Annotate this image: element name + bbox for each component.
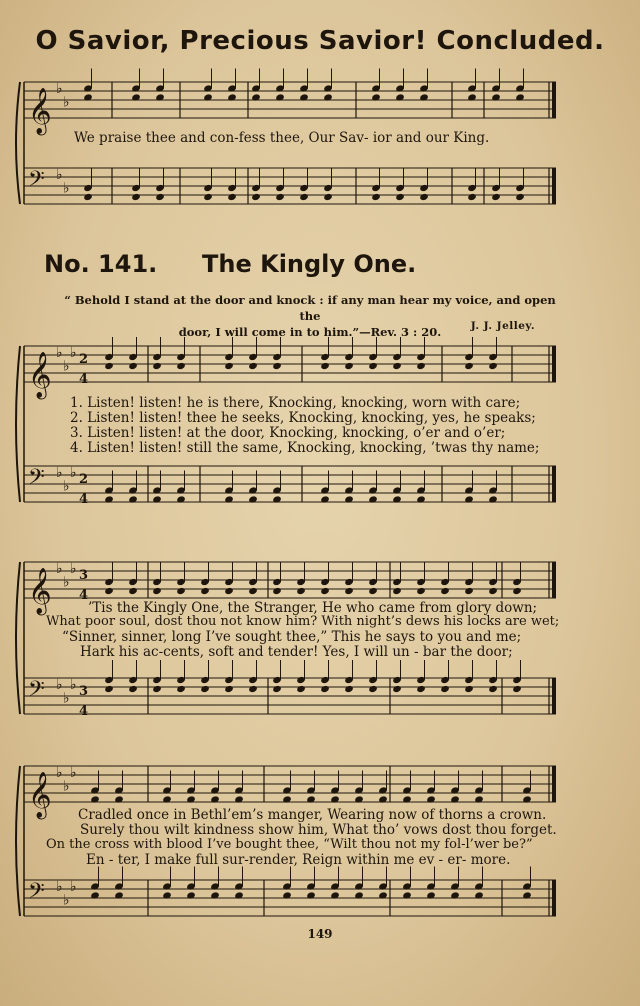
system-continued-bass-note [275, 193, 285, 201]
system-2-time-sig: 3 [79, 684, 89, 699]
system-3-end-barline [552, 880, 556, 916]
system-continued-bass-note [419, 193, 429, 201]
system-3-key-sig: ♭ [63, 892, 70, 909]
system-2-treble-note [488, 587, 498, 595]
system-2-treble-note [368, 587, 378, 595]
system-2-key-sig: ♭ [56, 676, 63, 693]
system-2-bass-note [128, 685, 138, 693]
system-continued-bass-note [251, 193, 261, 201]
system-1-key-sig: ♭ [70, 344, 77, 361]
system-1-key-sig: ♭ [56, 464, 63, 481]
system-continued-bass-note [227, 193, 237, 201]
system-continued-bass-note [371, 193, 381, 201]
system-continued-bass-note [395, 193, 405, 201]
system-2-bass-note [368, 685, 378, 693]
system-2-treble-note [104, 587, 114, 595]
system-2-treble-note [512, 587, 522, 595]
system-2-bass-note [392, 685, 402, 693]
system-1-time-sig: 4 [79, 372, 89, 387]
system-2-bass-note [344, 685, 354, 693]
system-3-key-sig: ♭ [56, 764, 63, 781]
system-2-bass-note [200, 685, 210, 693]
verse-3-line-3: On the cross with blood I’ve bought thee, “Wilt thou not my fol-l’wer be?” [46, 837, 533, 852]
system-2-brace [16, 562, 20, 714]
system-3-brace [16, 766, 20, 916]
system-1-treble-note [272, 362, 282, 370]
system-2-bass-note [488, 685, 498, 693]
system-1-treble-note [368, 362, 378, 370]
system-1-time-sig: 2 [79, 352, 89, 367]
system-2-key-sig: ♭ [63, 574, 70, 591]
system-continued-end-barline [552, 168, 556, 204]
system-continued-treble-clef: 𝄞 [28, 88, 52, 134]
system-1-brace [16, 346, 20, 502]
system-2-treble-clef: 𝄞 [28, 568, 52, 614]
hymn-number: No. 141. [44, 250, 158, 278]
system-2-bass-note [176, 685, 186, 693]
system-1-treble-note [464, 362, 474, 370]
system-1-time-sig: 4 [79, 492, 89, 507]
system-1-end-barline [552, 466, 556, 502]
system-2-bass-note [272, 685, 282, 693]
system-2-treble-note [152, 587, 162, 595]
system-2-bass-note [104, 685, 114, 693]
system-2-bass-note [152, 685, 162, 693]
system-2-bass-clef: 𝄢 [28, 677, 45, 707]
system-1-bass-clef: 𝄢 [28, 465, 45, 495]
system-continued-key-sig: ♭ [63, 180, 70, 197]
system-2-end-barline [552, 678, 556, 714]
system-1-treble-note [176, 362, 186, 370]
system-1-end-barline [552, 346, 556, 382]
system-1-key-sig: ♭ [56, 344, 63, 361]
system-3-key-sig: ♭ [70, 764, 77, 781]
system-continued-key-sig: ♭ [56, 80, 63, 97]
system-3-key-sig: ♭ [70, 878, 77, 895]
verse-2-line-2: What poor soul, dost thou not know him? With night’s dews his locks are wet; [46, 614, 560, 629]
system-2-treble-note [200, 587, 210, 595]
system-2-time-sig: 3 [79, 568, 89, 583]
system-continued-bass-note [323, 193, 333, 201]
system-3-end-barline [552, 766, 556, 802]
page-number: 149 [307, 927, 333, 941]
continued-lyric-line: We praise thee and con-fess thee, Our Sav- ior and our King. [74, 130, 490, 146]
system-2-bass-note [416, 685, 426, 693]
system-2-treble-note [464, 587, 474, 595]
system-1-key-sig: ♭ [63, 358, 70, 375]
verse-2-line-1: 2. Listen! listen! thee he seeks, Knocking, knocking, yes, he speaks; [70, 410, 536, 426]
system-2-bass-note [224, 685, 234, 693]
system-1-treble-note [488, 362, 498, 370]
system-1-treble-note [392, 362, 402, 370]
system-2-treble-note [248, 587, 258, 595]
system-2-treble-note [224, 587, 234, 595]
system-2-treble-note [344, 587, 354, 595]
system-1-treble-note [104, 362, 114, 370]
system-2-bass-note [464, 685, 474, 693]
system-continued-bass-note [155, 193, 165, 201]
verse-3-line-1: 3. Listen! listen! at the door, Knocking, knocking, o’er and o’er; [70, 425, 506, 441]
continued-hymn-title: O Savior, Precious Savior! Concluded. [35, 26, 605, 56]
system-1-key-sig: ♭ [70, 464, 77, 481]
system-2-bass-note [512, 685, 522, 693]
system-continued-end-barline [552, 82, 556, 118]
verse-1-line-1: 1. Listen! listen! he is there, Knocking, knocking, worn with care; [70, 395, 521, 411]
system-continued-brace [16, 82, 20, 204]
verse-1-line-2: ’Tis the Kingly One, the Stranger, He who came from glory down; [88, 600, 538, 616]
system-2-key-sig: ♭ [70, 676, 77, 693]
system-continued-bass-clef: 𝄢 [28, 167, 45, 197]
system-2-treble-note [320, 587, 330, 595]
system-continued-bass-note [131, 193, 141, 201]
system-3-treble-clef: 𝄞 [28, 772, 52, 818]
system-1-treble-note [128, 362, 138, 370]
scripture-line-1: “ Behold I stand at the door and knock : if any man hear my voice, and open the [64, 293, 556, 323]
system-2-bass-note [320, 685, 330, 693]
system-2-time-sig: 4 [79, 704, 89, 719]
scripture-line-2: door, I will come in to him.”—Rev. 3 : 20. [178, 325, 442, 339]
system-3-key-sig: ♭ [63, 778, 70, 795]
system-2-treble-note [128, 587, 138, 595]
system-2-key-sig: ♭ [63, 690, 70, 707]
system-continued-bass-note [491, 193, 501, 201]
verse-3-line-2: “Sinner, sinner, long I’ve sought thee,” This he says to you and me; [62, 629, 522, 645]
system-1-time-sig: 2 [79, 472, 89, 487]
system-continued-bass-note [203, 193, 213, 201]
system-2-treble-note [416, 587, 426, 595]
system-continued-key-sig: ♭ [56, 166, 63, 183]
system-2-treble-note [272, 587, 282, 595]
system-2-bass-note [248, 685, 258, 693]
system-2-key-sig: ♭ [56, 560, 63, 577]
system-continued-bass-note [83, 193, 93, 201]
system-2-bass-note [296, 685, 306, 693]
scripture-quote [60, 292, 560, 340]
system-continued-bass-note [467, 193, 477, 201]
system-1-key-sig: ♭ [63, 478, 70, 495]
verse-4-line-3: En - ter, I make full sur-render, Reign within me ev - er- more. [86, 852, 511, 868]
system-1-treble-note [416, 362, 426, 370]
system-1-treble-note [320, 362, 330, 370]
hymn-title: The Kingly One. [202, 250, 417, 278]
system-1-treble-clef: 𝄞 [28, 352, 52, 398]
system-3-key-sig: ♭ [56, 878, 63, 895]
system-3-bass-clef: 𝄢 [28, 879, 45, 909]
system-1-treble-note [224, 362, 234, 370]
system-1-treble-note [344, 362, 354, 370]
verse-4-line-2: Hark his ac-cents, soft and tender! Yes, I will un - bar the door; [80, 644, 513, 660]
system-continued-key-sig: ♭ [63, 94, 70, 111]
system-1-treble-note [248, 362, 258, 370]
system-2-key-sig: ♭ [70, 560, 77, 577]
system-continued-bass-note [515, 193, 525, 201]
system-2-treble-note [296, 587, 306, 595]
system-2-treble-note [392, 587, 402, 595]
verse-4-line-1: 4. Listen! listen! still the same, Knocking, knocking, ’twas thy name; [70, 440, 540, 456]
verse-2-line-3: Surely thou wilt kindness show him, What tho’ vows dost thou forget. [80, 822, 557, 838]
system-2-bass-note [440, 685, 450, 693]
system-2-treble-note [176, 587, 186, 595]
system-continued-bass-note [299, 193, 309, 201]
system-2-time-sig: 4 [79, 588, 89, 603]
system-2-end-barline [552, 562, 556, 598]
verse-1-line-3: Cradled once in Bethl’em’s manger, Wearing now of thorns a crown. [78, 807, 547, 823]
system-1-treble-note [152, 362, 162, 370]
composer-credit: J. J. Jelley. [470, 320, 535, 332]
system-2-treble-note [440, 587, 450, 595]
